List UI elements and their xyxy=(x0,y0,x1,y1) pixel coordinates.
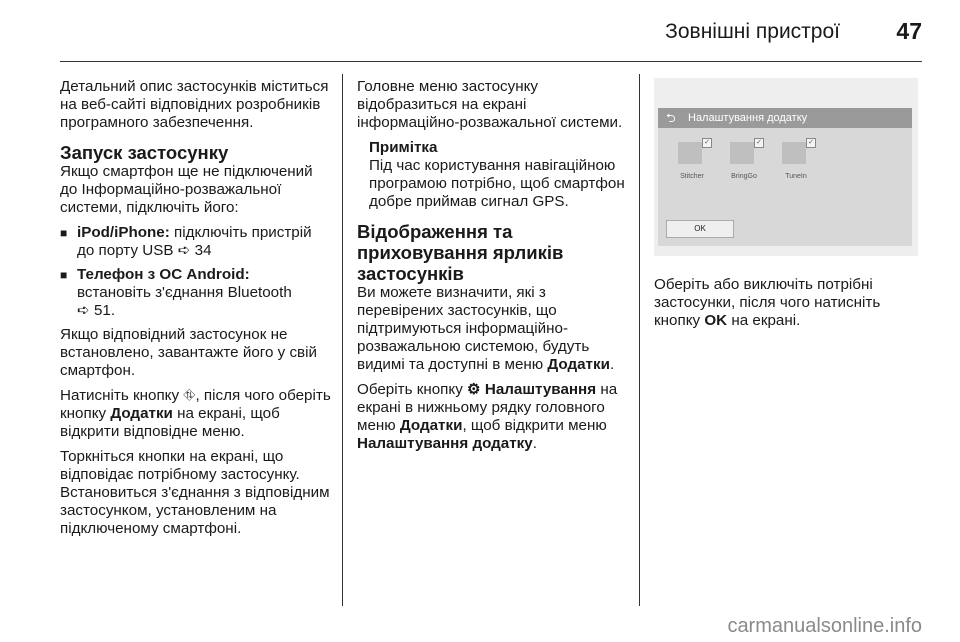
press-text-b: , після чого оберіть кнопку xyxy=(60,387,331,422)
app-item-stitcher[interactable] xyxy=(674,139,710,186)
install-paragraph: Якщо відповідний застосунок не встановлено, завантажте його у свій смартфон. xyxy=(60,326,317,379)
press-text-c: на екрані, щоб відкрити відповідне меню. xyxy=(60,405,280,440)
settings-text-bold1: Налаштування xyxy=(484,381,597,398)
bullet-android-label: Телефон з ОС Android: xyxy=(77,266,250,283)
select-text-bold: OK xyxy=(704,312,728,329)
screenshot-figure xyxy=(654,78,918,256)
launch-heading: Запуск застосунку xyxy=(60,142,229,163)
check-icon[interactable]: ✓ xyxy=(806,138,816,148)
press-paragraph xyxy=(60,387,332,441)
select-text-a: Оберіть або виключіть потрібні застосунки, після чого натисніть кнопку xyxy=(654,276,881,329)
settings-icon: ⚙ xyxy=(467,381,485,398)
bullet-android-ref: 51. xyxy=(93,302,116,319)
select-paragraph xyxy=(654,276,926,330)
header-title: Зовнішні пристрої xyxy=(665,20,840,43)
shortcuts-text-a: Ви можете визначити, які з перевірених застосунків, що підтримуються інформаційно-розважальною системою, будуть видимі та доступні в меню xyxy=(357,284,590,373)
bullet-iphone xyxy=(60,224,332,260)
app-list xyxy=(658,128,912,186)
column-1 xyxy=(60,78,332,545)
column-3 xyxy=(654,78,926,337)
column-2 xyxy=(357,78,632,460)
settings-paragraph xyxy=(357,381,632,453)
bullet-iphone-label: iPod/iPhone: xyxy=(77,224,170,241)
page-header xyxy=(0,0,960,62)
bullet-android xyxy=(60,266,332,320)
intro-paragraph: Детальний опис застосунків міститься на веб-сайті відповідних розробників програмного забезпечення. xyxy=(60,78,329,131)
app-name: BringGo xyxy=(731,173,757,180)
shortcuts-text-c: . xyxy=(609,356,615,373)
settings-text-a: Оберіть кнопку xyxy=(357,381,468,398)
note-text: Під час користування навігаційною програмою потрібно, щоб смартфон добре приймав сигнал GPS. xyxy=(369,157,625,210)
app-icon xyxy=(730,142,754,164)
app-icon xyxy=(782,142,806,164)
bullet-iphone-text: підключіть пристрій до порту USB xyxy=(77,224,312,259)
shortcuts-text-bold: Додатки xyxy=(547,356,610,373)
settings-text-b: на екрані в нижньому рядку головного меню xyxy=(357,381,618,434)
note-title: Примітка xyxy=(369,139,438,156)
page-number: 47 xyxy=(896,18,922,44)
check-icon[interactable]: ✓ xyxy=(754,138,764,148)
screen-title: Налаштування додатку xyxy=(688,112,808,124)
settings-text-c: , щоб відкрити меню xyxy=(462,417,607,434)
press-text-a: Натисніть кнопку xyxy=(60,387,184,404)
app-icon xyxy=(678,142,702,164)
ok-button[interactable]: OK xyxy=(666,220,734,238)
press-text-bold: Додатки xyxy=(110,405,173,422)
connect-paragraph: Якщо смартфон ще не підключений до Інформаційно-розважальної системи, підключіть його: xyxy=(60,163,313,216)
page-ref-arrow-icon: ➪ xyxy=(177,242,195,259)
watermark: carmanualsonline.info xyxy=(727,615,922,637)
back-arrow-icon[interactable]: ⮌ xyxy=(666,111,676,125)
check-icon[interactable]: ✓ xyxy=(702,138,712,148)
touch-paragraph: Торкніться кнопки на екрані, що відповідає потрібному застосунку. Встановиться з'єднання з відповідним застосунком, установленим на підключеному смартфоні. xyxy=(60,448,330,537)
settings-text-d: . xyxy=(532,435,537,452)
page-ref-arrow-icon: ➪ xyxy=(77,302,94,319)
bullet-android-text: встановіть з'єднання Bluetooth xyxy=(77,284,292,301)
shortcuts-heading: Відображення та приховування ярликів застосунків xyxy=(357,221,564,284)
settings-text-bold3: Налаштування додатку xyxy=(357,435,533,452)
settings-text-bold2: Додатки xyxy=(399,417,463,434)
app-item-tunein[interactable] xyxy=(778,139,814,186)
screen-title-bar xyxy=(658,108,912,128)
apps-phone-icon: ⛗ xyxy=(183,387,196,404)
app-name: Stitcher xyxy=(680,173,704,180)
select-text-b: на екрані. xyxy=(727,312,801,329)
note-block xyxy=(369,139,632,211)
app-item-bringgo[interactable] xyxy=(726,139,762,186)
column-divider-2 xyxy=(639,74,640,606)
main-menu-paragraph: Головне меню застосунку відобразиться на екрані інформаційно-розважальної системи. xyxy=(357,78,623,131)
header-rule xyxy=(60,61,922,62)
app-name: TuneIn xyxy=(785,173,807,180)
shortcuts-paragraph xyxy=(357,284,632,374)
app-settings-screen xyxy=(658,108,912,246)
bullet-iphone-ref: 34 xyxy=(194,242,212,259)
column-divider-1 xyxy=(342,74,343,606)
